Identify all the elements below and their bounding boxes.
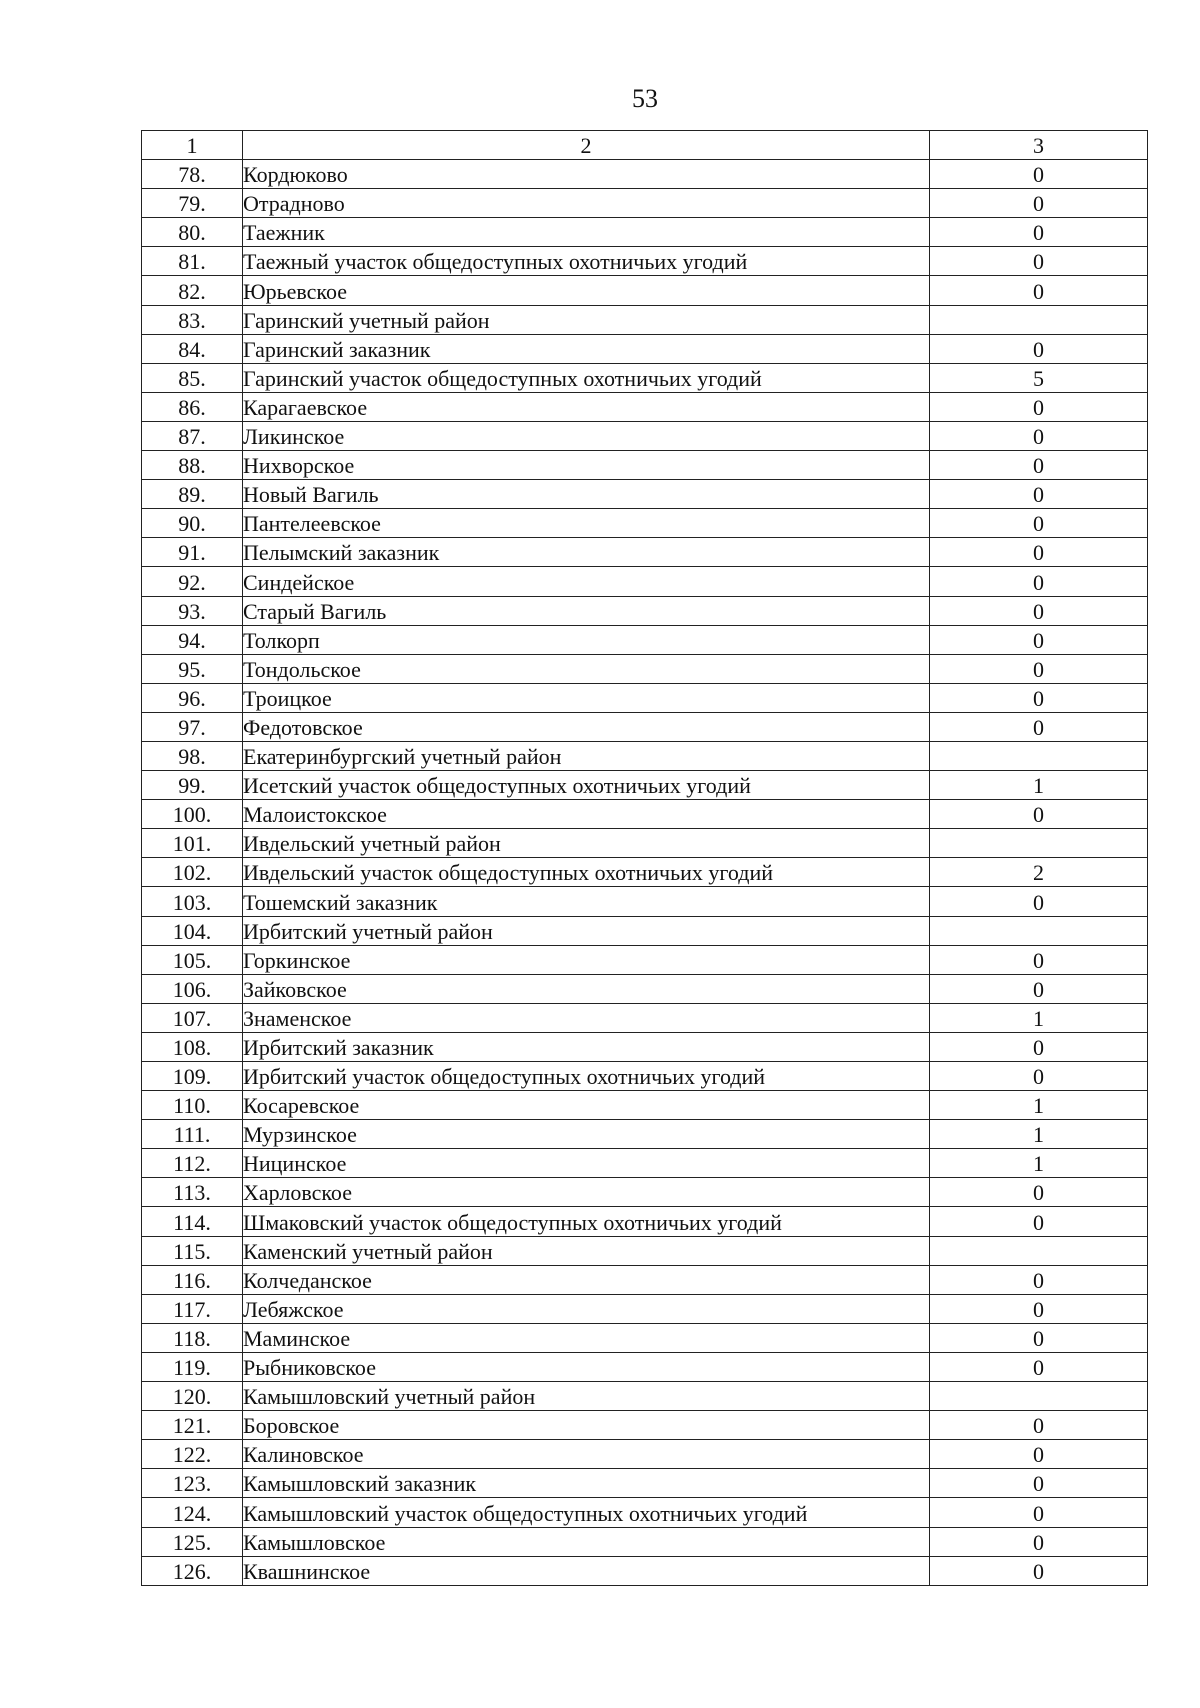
row-name-cell: Гаринский учетный район: [243, 305, 930, 334]
row-name-cell: Ивдельский участок общедоступных охотничьих угодий: [243, 858, 930, 887]
row-number-cell: 124.: [142, 1498, 243, 1527]
row-name-cell: Кордюково: [243, 160, 930, 189]
row-value-cell: 0: [930, 1411, 1148, 1440]
row-number-cell: 105.: [142, 945, 243, 974]
row-name-cell: Карагаевское: [243, 392, 930, 421]
table-row: [142, 567, 1148, 596]
column-header-2: 2: [243, 131, 930, 160]
table-row: [142, 974, 1148, 1003]
table-body: [142, 131, 1148, 1586]
row-value-cell: [930, 305, 1148, 334]
table-row: [142, 1382, 1148, 1411]
row-value-cell: 0: [930, 392, 1148, 421]
row-number-cell: 79.: [142, 189, 243, 218]
row-number-cell: 122.: [142, 1440, 243, 1469]
table-row: [142, 189, 1148, 218]
row-name-cell: Гаринский участок общедоступных охотничьих угодий: [243, 363, 930, 392]
table-row: [142, 1498, 1148, 1527]
row-number-cell: 116.: [142, 1265, 243, 1294]
row-name-cell: Харловское: [243, 1178, 930, 1207]
row-value-cell: 0: [930, 567, 1148, 596]
row-value-cell: 0: [930, 974, 1148, 1003]
table-row: [142, 509, 1148, 538]
row-number-cell: 111.: [142, 1120, 243, 1149]
row-name-cell: Ирбитский учетный район: [243, 916, 930, 945]
row-name-cell: Ирбитский заказник: [243, 1032, 930, 1061]
row-number-cell: 95.: [142, 654, 243, 683]
row-name-cell: Квашнинское: [243, 1556, 930, 1585]
table-row: [142, 218, 1148, 247]
row-name-cell: Калиновское: [243, 1440, 930, 1469]
row-name-cell: Толкорп: [243, 625, 930, 654]
row-number-cell: 109.: [142, 1062, 243, 1091]
table-row: [142, 625, 1148, 654]
row-value-cell: 0: [930, 480, 1148, 509]
row-number-cell: 94.: [142, 625, 243, 654]
table-row: [142, 916, 1148, 945]
table-row: [142, 829, 1148, 858]
row-name-cell: Нихворское: [243, 451, 930, 480]
row-value-cell: [930, 829, 1148, 858]
row-name-cell: Троицкое: [243, 683, 930, 712]
table-row: [142, 392, 1148, 421]
row-number-cell: 123.: [142, 1469, 243, 1498]
row-name-cell: Юрьевское: [243, 276, 930, 305]
row-value-cell: 0: [930, 218, 1148, 247]
table-row: [142, 1440, 1148, 1469]
row-number-cell: 125.: [142, 1527, 243, 1556]
row-name-cell: Тондольское: [243, 654, 930, 683]
row-value-cell: 0: [930, 247, 1148, 276]
row-value-cell: 0: [930, 421, 1148, 450]
row-name-cell: Рыбниковское: [243, 1352, 930, 1381]
row-value-cell: 0: [930, 1032, 1148, 1061]
row-value-cell: 0: [930, 1469, 1148, 1498]
row-number-cell: 90.: [142, 509, 243, 538]
row-name-cell: Шмаковский участок общедоступных охотничьих угодий: [243, 1207, 930, 1236]
table-row: [142, 1352, 1148, 1381]
row-number-cell: 83.: [142, 305, 243, 334]
row-value-cell: 0: [930, 800, 1148, 829]
row-number-cell: 103.: [142, 887, 243, 916]
table-row: [142, 363, 1148, 392]
row-name-cell: Синдейское: [243, 567, 930, 596]
row-number-cell: 92.: [142, 567, 243, 596]
row-value-cell: 0: [930, 1178, 1148, 1207]
row-number-cell: 121.: [142, 1411, 243, 1440]
row-value-cell: 1: [930, 1003, 1148, 1032]
row-name-cell: Камышловский учетный район: [243, 1382, 930, 1411]
row-number-cell: 114.: [142, 1207, 243, 1236]
row-value-cell: [930, 1382, 1148, 1411]
row-value-cell: 0: [930, 1440, 1148, 1469]
row-number-cell: 81.: [142, 247, 243, 276]
row-number-cell: 84.: [142, 334, 243, 363]
row-name-cell: Ликинское: [243, 421, 930, 450]
row-name-cell: Горкинское: [243, 945, 930, 974]
row-number-cell: 86.: [142, 392, 243, 421]
row-number-cell: 110.: [142, 1091, 243, 1120]
row-number-cell: 107.: [142, 1003, 243, 1032]
row-name-cell: Федотовское: [243, 712, 930, 741]
row-value-cell: 1: [930, 771, 1148, 800]
row-number-cell: 120.: [142, 1382, 243, 1411]
row-number-cell: 98.: [142, 741, 243, 770]
row-number-cell: 87.: [142, 421, 243, 450]
row-number-cell: 91.: [142, 538, 243, 567]
table-row: [142, 1294, 1148, 1323]
row-name-cell: Колчеданское: [243, 1265, 930, 1294]
row-number-cell: 89.: [142, 480, 243, 509]
row-number-cell: 78.: [142, 160, 243, 189]
row-number-cell: 106.: [142, 974, 243, 1003]
row-number-cell: 119.: [142, 1352, 243, 1381]
table-row: [142, 1178, 1148, 1207]
table-row: [142, 538, 1148, 567]
table-row: [142, 1469, 1148, 1498]
row-value-cell: 0: [930, 712, 1148, 741]
row-number-cell: 108.: [142, 1032, 243, 1061]
table-row: [142, 421, 1148, 450]
row-name-cell: Екатеринбургский учетный район: [243, 741, 930, 770]
row-name-cell: Камышловский заказник: [243, 1469, 930, 1498]
table-row: [142, 276, 1148, 305]
row-name-cell: Новый Вагиль: [243, 480, 930, 509]
row-value-cell: [930, 741, 1148, 770]
row-value-cell: [930, 916, 1148, 945]
row-number-cell: 118.: [142, 1323, 243, 1352]
row-name-cell: Тошемский заказник: [243, 887, 930, 916]
row-value-cell: 0: [930, 887, 1148, 916]
row-name-cell: Ницинское: [243, 1149, 930, 1178]
row-number-cell: 82.: [142, 276, 243, 305]
row-number-cell: 115.: [142, 1236, 243, 1265]
table-row: [142, 1003, 1148, 1032]
row-value-cell: 0: [930, 683, 1148, 712]
row-value-cell: 0: [930, 160, 1148, 189]
table-row: [142, 800, 1148, 829]
row-value-cell: 1: [930, 1120, 1148, 1149]
table-row: [142, 1149, 1148, 1178]
row-value-cell: 0: [930, 1294, 1148, 1323]
row-number-cell: 97.: [142, 712, 243, 741]
row-name-cell: Пантелеевское: [243, 509, 930, 538]
table-row: [142, 1091, 1148, 1120]
row-value-cell: 0: [930, 625, 1148, 654]
row-number-cell: 96.: [142, 683, 243, 712]
row-name-cell: Маминское: [243, 1323, 930, 1352]
row-value-cell: 5: [930, 363, 1148, 392]
table-row: [142, 1120, 1148, 1149]
row-number-cell: 93.: [142, 596, 243, 625]
row-value-cell: 0: [930, 1265, 1148, 1294]
row-number-cell: 85.: [142, 363, 243, 392]
row-number-cell: 126.: [142, 1556, 243, 1585]
row-name-cell: Таежный участок общедоступных охотничьих угодий: [243, 247, 930, 276]
table-row: [142, 480, 1148, 509]
table-row: [142, 334, 1148, 363]
row-name-cell: Боровское: [243, 1411, 930, 1440]
row-value-cell: 0: [930, 1556, 1148, 1585]
table-row: [142, 1265, 1148, 1294]
table-row: [142, 247, 1148, 276]
row-value-cell: 2: [930, 858, 1148, 887]
row-name-cell: Исетский участок общедоступных охотничьих угодий: [243, 771, 930, 800]
table-row: [142, 305, 1148, 334]
table-row: [142, 1411, 1148, 1440]
row-name-cell: Ирбитский участок общедоступных охотничьих угодий: [243, 1062, 930, 1091]
table-row: [142, 596, 1148, 625]
table-row: [142, 945, 1148, 974]
row-name-cell: Мурзинское: [243, 1120, 930, 1149]
table-header-row: [142, 131, 1148, 160]
row-name-cell: Отрадново: [243, 189, 930, 218]
row-value-cell: 0: [930, 654, 1148, 683]
table-row: [142, 771, 1148, 800]
row-value-cell: [930, 1236, 1148, 1265]
row-number-cell: 88.: [142, 451, 243, 480]
table-row: [142, 160, 1148, 189]
row-value-cell: 0: [930, 1323, 1148, 1352]
table-row: [142, 1062, 1148, 1091]
page-number: 53: [632, 84, 658, 113]
row-value-cell: 1: [930, 1149, 1148, 1178]
column-header-1: 1: [142, 131, 243, 160]
row-value-cell: 0: [930, 509, 1148, 538]
row-number-cell: 101.: [142, 829, 243, 858]
row-name-cell: Камышловское: [243, 1527, 930, 1556]
row-value-cell: 1: [930, 1091, 1148, 1120]
row-number-cell: 80.: [142, 218, 243, 247]
table-row: [142, 712, 1148, 741]
row-name-cell: Каменский учетный район: [243, 1236, 930, 1265]
table-row: [142, 1207, 1148, 1236]
row-name-cell: Ивдельский учетный район: [243, 829, 930, 858]
row-name-cell: Старый Вагиль: [243, 596, 930, 625]
column-header-3: 3: [930, 131, 1148, 160]
row-value-cell: 0: [930, 451, 1148, 480]
row-number-cell: 117.: [142, 1294, 243, 1323]
row-value-cell: 0: [930, 945, 1148, 974]
row-number-cell: 112.: [142, 1149, 243, 1178]
table-row: [142, 887, 1148, 916]
row-name-cell: Гаринский заказник: [243, 334, 930, 363]
row-number-cell: 100.: [142, 800, 243, 829]
table-row: [142, 1556, 1148, 1585]
row-name-cell: Косаревское: [243, 1091, 930, 1120]
table-row: [142, 858, 1148, 887]
row-number-cell: 104.: [142, 916, 243, 945]
row-value-cell: 0: [930, 1527, 1148, 1556]
row-value-cell: 0: [930, 1352, 1148, 1381]
table-row: [142, 451, 1148, 480]
table-row: [142, 1527, 1148, 1556]
row-value-cell: 0: [930, 1062, 1148, 1091]
row-name-cell: Таежник: [243, 218, 930, 247]
row-name-cell: Камышловский участок общедоступных охотничьих угодий: [243, 1498, 930, 1527]
row-number-cell: 113.: [142, 1178, 243, 1207]
row-value-cell: 0: [930, 189, 1148, 218]
table-row: [142, 654, 1148, 683]
row-value-cell: 0: [930, 538, 1148, 567]
table-row: [142, 1236, 1148, 1265]
row-value-cell: 0: [930, 1207, 1148, 1236]
table-row: [142, 683, 1148, 712]
row-name-cell: Пелымский заказник: [243, 538, 930, 567]
row-number-cell: 99.: [142, 771, 243, 800]
row-number-cell: 102.: [142, 858, 243, 887]
row-value-cell: 0: [930, 276, 1148, 305]
row-name-cell: Малоистокское: [243, 800, 930, 829]
data-table: [141, 130, 1148, 1586]
table-row: [142, 1323, 1148, 1352]
row-name-cell: Зайковское: [243, 974, 930, 1003]
table-row: [142, 1032, 1148, 1061]
row-value-cell: 0: [930, 596, 1148, 625]
row-value-cell: 0: [930, 334, 1148, 363]
row-value-cell: 0: [930, 1498, 1148, 1527]
row-name-cell: Знаменское: [243, 1003, 930, 1032]
table-row: [142, 741, 1148, 770]
row-name-cell: Лебяжское: [243, 1294, 930, 1323]
